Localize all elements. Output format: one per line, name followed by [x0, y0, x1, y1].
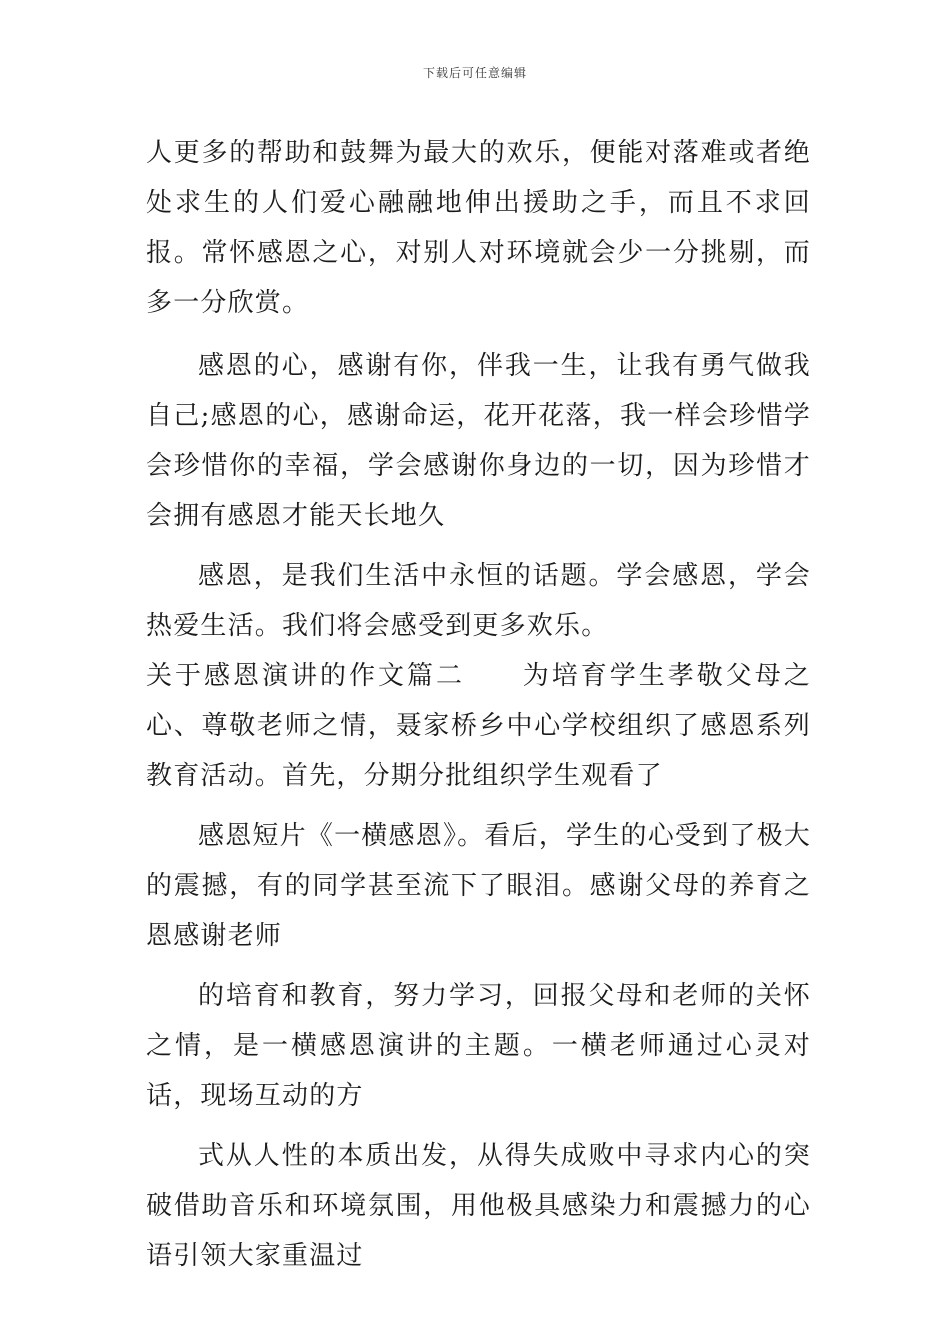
paragraph-4 [146, 651, 811, 801]
paragraph-2: 感恩的心，感谢有你，伴我一生，让我有勇气做我自己;感恩的心，感谢命运，花开花落，我一样会珍惜学会珍惜你的幸福，学会感谢你身边的一切，因为珍惜才会拥有感恩才能天长地久 [146, 351, 811, 531]
paragraph-5: 感恩短片《一横感恩》。看后，学生的心受到了极大的震撼，有的同学甚至流下了眼泪。感谢父母的养育之恩感谢老师 [146, 821, 811, 951]
paragraph-3: 感恩，是我们生活中永恒的话题。学会感恩，学会热爱生活。我们将会感受到更多欢乐。 [146, 561, 811, 641]
paragraph-7: 式从人性的本质出发，从得失成败中寻求内心的突破借助音乐和环境氛围，用他极具感染力和震撼力的心语引领大家重温过 [146, 1141, 811, 1271]
section-title: 关于感恩演讲的作文篇二 [146, 661, 465, 691]
document-body [146, 128, 811, 1281]
header-note: 下载后可任意编辑 [422, 66, 527, 80]
paragraph-1: 人更多的帮助和鼓舞为最大的欢乐，便能对落难或者绝处求生的人们爱心融融地伸出援助之手，而且不求回报。常怀感恩之心，对别人对环境就会少一分挑剔，而多一分欣赏。 [146, 138, 811, 318]
paragraph-6: 的培育和教育，努力学习，回报父母和老师的关怀之情，是一横感恩演讲的主题。一横老师通过心灵对话，现场互动的方 [146, 981, 811, 1111]
paragraph-4-text: 为培育学生孝敬父母之心、尊敬老师之情，聂家桥乡中心学校组织了感恩系列教育活动。首先，分期分批组织学生观看了 [146, 661, 811, 791]
